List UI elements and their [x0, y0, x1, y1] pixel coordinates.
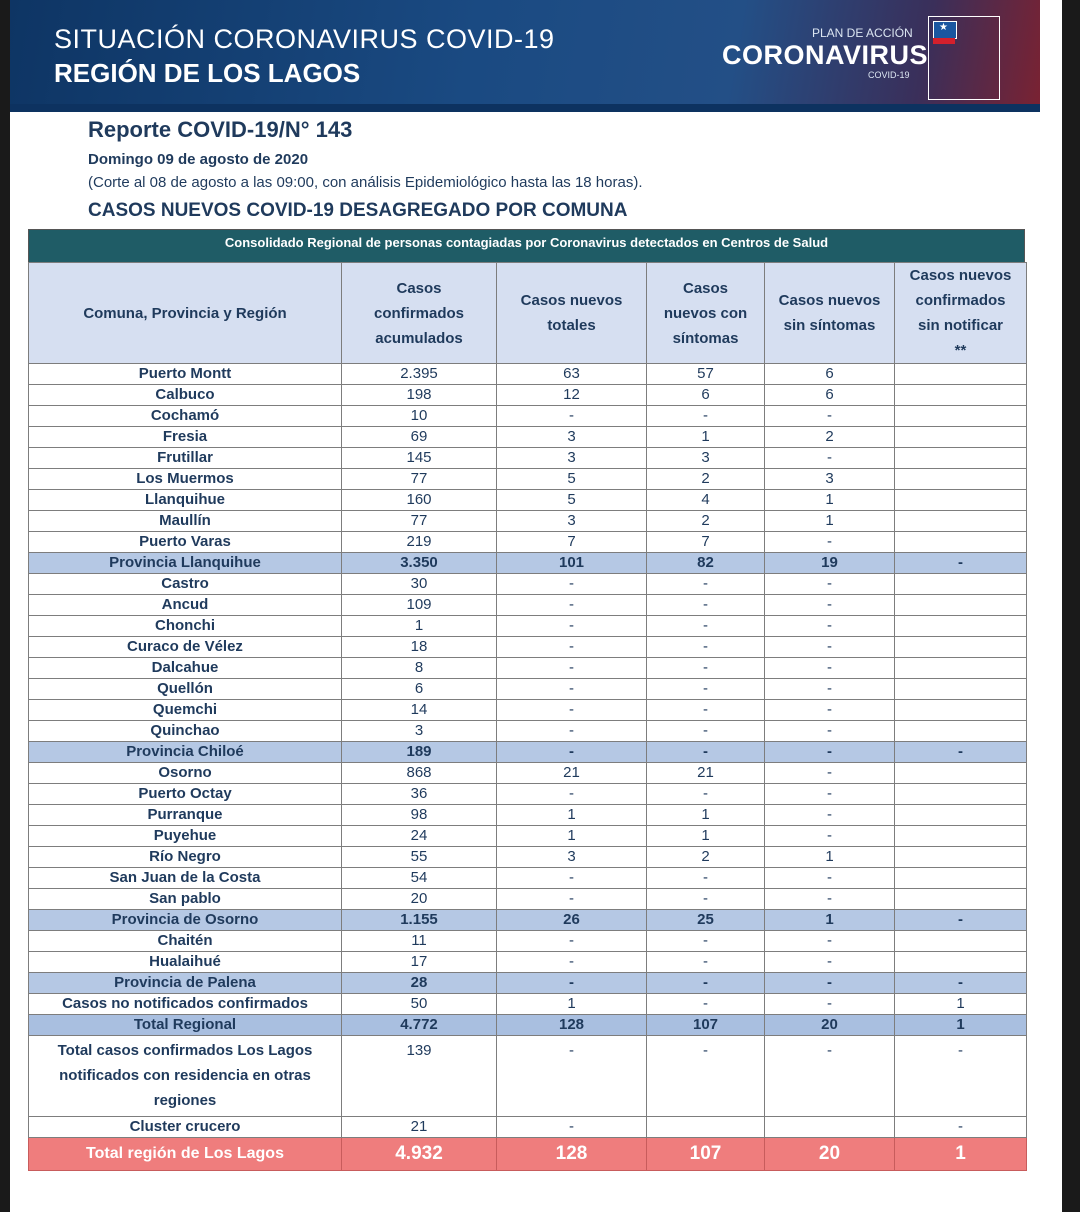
table-row — [29, 574, 1027, 595]
table-row — [29, 511, 1027, 532]
cell-value: 189 — [342, 742, 497, 763]
cell-value — [895, 700, 1027, 721]
table-row — [29, 616, 1027, 637]
header-line: sin síntomas — [783, 317, 876, 334]
cell-value: 1 — [765, 511, 895, 532]
cell-value: - — [765, 532, 895, 553]
cell-value: 868 — [342, 763, 497, 784]
header-line: ** — [954, 342, 967, 359]
cell-value: 24 — [342, 826, 497, 847]
cell-value: 20 — [342, 889, 497, 910]
table-row — [29, 868, 1027, 889]
table-row — [29, 490, 1027, 511]
cell-value: 5 — [497, 469, 647, 490]
report-note: (Corte al 08 de agosto a las 09:00, con análisis Epidemiológico hasta las 18 horas). — [88, 174, 643, 191]
cell-value: 2 — [765, 427, 895, 448]
header-line: acumulados — [375, 329, 463, 347]
prov-row — [29, 973, 1027, 994]
cell-value: 128 — [497, 1015, 647, 1036]
cell-value: - — [765, 700, 895, 721]
cell-value: - — [647, 574, 765, 595]
coronavirus-brand: CORONAVIRUS — [722, 40, 929, 70]
banner-title-line1: SITUACIÓN CORONAVIRUS COVID-19 — [54, 24, 555, 54]
cell-value: 198 — [342, 385, 497, 406]
cell-value: 69 — [342, 427, 497, 448]
cell-value: - — [497, 784, 647, 805]
cell-value: 12 — [497, 385, 647, 406]
header-line: síntomas — [672, 329, 739, 347]
cell-value: 14 — [342, 700, 497, 721]
table-row — [29, 679, 1027, 700]
row-label: Quinchao — [29, 721, 342, 742]
cell-value: - — [765, 574, 895, 595]
cell-value — [895, 448, 1027, 469]
cell-value — [895, 490, 1027, 511]
cell-value: - — [765, 994, 895, 1015]
cell-value: 6 — [765, 385, 895, 406]
row-label: Puyehue — [29, 826, 342, 847]
row-label: Chaitén — [29, 931, 342, 952]
cell-value — [895, 427, 1027, 448]
cell-value: 2 — [647, 469, 765, 490]
table-row — [29, 532, 1027, 553]
cell-value: - — [765, 406, 895, 427]
cell-value: 6 — [765, 364, 895, 385]
cell-value: 1 — [895, 1138, 1027, 1171]
cell-value — [895, 931, 1027, 952]
cell-value: 3 — [497, 448, 647, 469]
cell-value: 17 — [342, 952, 497, 973]
cell-value: 20 — [765, 1015, 895, 1036]
cell-value: - — [895, 742, 1027, 763]
row-label: Provincia de Palena — [29, 973, 342, 994]
cell-value: 3 — [342, 721, 497, 742]
cell-value: 101 — [497, 553, 647, 574]
cell-value: 11 — [342, 931, 497, 952]
cell-value: - — [765, 637, 895, 658]
cell-value: 3.350 — [342, 553, 497, 574]
cell-value: - — [497, 868, 647, 889]
header-banner — [10, 0, 1040, 112]
header-line: Casos — [396, 279, 442, 297]
cell-value: 107 — [647, 1015, 765, 1036]
cell-value: - — [647, 973, 765, 994]
cell-value: - — [497, 1036, 647, 1117]
row-label: Castro — [29, 574, 342, 595]
row-label: Casos no notificados confirmados — [29, 994, 342, 1015]
cell-value — [895, 406, 1027, 427]
cell-value: 1 — [765, 847, 895, 868]
cell-value: 107 — [647, 1138, 765, 1171]
row-label: Puerto Varas — [29, 532, 342, 553]
cell-value: - — [765, 448, 895, 469]
cell-value: - — [497, 742, 647, 763]
table-row — [29, 364, 1027, 385]
row-label: Fresia — [29, 427, 342, 448]
cell-value: - — [647, 742, 765, 763]
table-row — [29, 658, 1027, 679]
cell-value — [895, 616, 1027, 637]
cell-value: 57 — [647, 364, 765, 385]
row-label: Provincia Chiloé — [29, 742, 342, 763]
table-row — [29, 889, 1027, 910]
cell-value: 2 — [647, 511, 765, 532]
cell-value: 25 — [647, 910, 765, 931]
cell-value: 109 — [342, 595, 497, 616]
table-row — [29, 805, 1027, 826]
table-row — [29, 1117, 1027, 1138]
cell-value: - — [765, 784, 895, 805]
table-row — [29, 952, 1027, 973]
table-row — [29, 406, 1027, 427]
cell-value: 3 — [647, 448, 765, 469]
cell-value: - — [647, 595, 765, 616]
row-label: Cluster crucero — [29, 1117, 342, 1138]
brand-subtitle: COVID-19 — [868, 70, 910, 80]
cell-value: 5 — [497, 490, 647, 511]
header-line: Comuna, Provincia y Región — [83, 304, 287, 322]
cell-value: - — [765, 721, 895, 742]
nuevos-totales-header — [497, 263, 647, 364]
cell-value — [895, 679, 1027, 700]
table-row — [29, 637, 1027, 658]
row-label: Purranque — [29, 805, 342, 826]
tall-row — [29, 1036, 1027, 1117]
cell-value: 139 — [342, 1036, 497, 1117]
cell-value — [895, 952, 1027, 973]
row-label: Hualaihué — [29, 952, 342, 973]
cell-value: 1 — [765, 490, 895, 511]
cell-value: 1 — [765, 910, 895, 931]
table-row — [29, 385, 1027, 406]
total-row — [29, 1015, 1027, 1036]
sin-notificar-header — [895, 263, 1027, 364]
cell-value: 19 — [765, 553, 895, 574]
cell-value: - — [895, 910, 1027, 931]
table-row — [29, 448, 1027, 469]
cell-value — [895, 469, 1027, 490]
cell-value: 1 — [647, 427, 765, 448]
cell-value: - — [647, 868, 765, 889]
cell-value: 21 — [497, 763, 647, 784]
cell-value — [895, 511, 1027, 532]
cell-value: - — [497, 1117, 647, 1138]
cell-value — [895, 637, 1027, 658]
row-label: Calbuco — [29, 385, 342, 406]
con-sintomas-header — [647, 263, 765, 364]
report-page — [10, 0, 1040, 1212]
row-label: Puerto Montt — [29, 364, 342, 385]
cell-value: 1 — [647, 826, 765, 847]
cell-value: 128 — [497, 1138, 647, 1171]
cell-value — [895, 385, 1027, 406]
row-label: Provincia de Osorno — [29, 910, 342, 931]
cell-value: - — [765, 1036, 895, 1117]
cell-value: 1 — [895, 994, 1027, 1015]
row-label: Quellón — [29, 679, 342, 700]
header-line: Casos nuevos — [520, 292, 623, 309]
row-label: Total región de Los Lagos — [29, 1138, 342, 1171]
cell-value: 26 — [497, 910, 647, 931]
cell-value: - — [765, 616, 895, 637]
prov-row — [29, 742, 1027, 763]
cell-value: - — [895, 973, 1027, 994]
cell-value: 30 — [342, 574, 497, 595]
cell-value — [895, 658, 1027, 679]
cell-value: - — [647, 637, 765, 658]
row-label: Osorno — [29, 763, 342, 784]
cell-value: 63 — [497, 364, 647, 385]
row-label: Dalcahue — [29, 658, 342, 679]
cell-value: - — [765, 679, 895, 700]
table-row — [29, 469, 1027, 490]
table-header-row — [29, 263, 1027, 364]
cell-value — [895, 826, 1027, 847]
cell-value: - — [765, 805, 895, 826]
cell-value: - — [647, 406, 765, 427]
plan-label: PLAN DE ACCIÓN — [812, 26, 913, 40]
cell-value: - — [647, 679, 765, 700]
cell-value: 1 — [342, 616, 497, 637]
cell-value: - — [765, 658, 895, 679]
cell-value — [895, 574, 1027, 595]
cell-value: 36 — [342, 784, 497, 805]
row-label: Provincia Llanquihue — [29, 553, 342, 574]
table-row — [29, 763, 1027, 784]
row-label: Los Muermos — [29, 469, 342, 490]
cell-value: 2 — [647, 847, 765, 868]
cell-value: 4 — [647, 490, 765, 511]
table-row — [29, 721, 1027, 742]
cell-value — [647, 1117, 765, 1138]
cell-value: 1 — [895, 1015, 1027, 1036]
cell-value — [895, 805, 1027, 826]
prov-row — [29, 910, 1027, 931]
report-title: Reporte COVID-19/N° 143 — [88, 117, 353, 142]
cell-value: - — [895, 1117, 1027, 1138]
cell-value: 3 — [765, 469, 895, 490]
cell-value: - — [497, 700, 647, 721]
cell-value: 50 — [342, 994, 497, 1015]
cell-value: 77 — [342, 511, 497, 532]
table-row — [29, 427, 1027, 448]
header-line: Casos nuevos — [909, 267, 1012, 284]
header-line: Casos nuevos — [778, 292, 881, 309]
header-line: confirmados — [373, 304, 464, 322]
cell-value: - — [895, 1036, 1027, 1117]
cell-value: 18 — [342, 637, 497, 658]
cell-value: - — [497, 889, 647, 910]
row-label: Cochamó — [29, 406, 342, 427]
table-row — [29, 595, 1027, 616]
cell-value: - — [497, 679, 647, 700]
row-label: Ancud — [29, 595, 342, 616]
table-row — [29, 826, 1027, 847]
cell-value — [895, 595, 1027, 616]
row-label: San Juan de la Costa — [29, 868, 342, 889]
cell-value: 21 — [647, 763, 765, 784]
cell-value: 3 — [497, 511, 647, 532]
cell-value: - — [647, 784, 765, 805]
cell-value: - — [497, 574, 647, 595]
header-line: nuevos con — [663, 304, 748, 322]
cell-value: 54 — [342, 868, 497, 889]
cell-value: - — [647, 952, 765, 973]
cell-value: 160 — [342, 490, 497, 511]
cell-value — [895, 784, 1027, 805]
cell-value: - — [497, 721, 647, 742]
cell-value: - — [647, 1036, 765, 1117]
section-title: CASOS NUEVOS COVID-19 DESAGREGADO POR COMUNA — [88, 200, 628, 221]
header-line: confirmados — [915, 292, 1006, 309]
cell-value: - — [647, 994, 765, 1015]
table-row — [29, 700, 1027, 721]
banner-title-line2: REGIÓN DE LOS LAGOS — [54, 58, 361, 88]
cell-value: - — [765, 931, 895, 952]
table-row — [29, 931, 1027, 952]
cell-value: - — [647, 616, 765, 637]
cell-value: - — [497, 595, 647, 616]
prov-row — [29, 553, 1027, 574]
sin-sintomas-header — [765, 263, 895, 364]
grand-row — [29, 1138, 1027, 1171]
acumulados-header — [342, 263, 497, 364]
cell-value: 7 — [497, 532, 647, 553]
cell-value: - — [765, 826, 895, 847]
row-label: Río Negro — [29, 847, 342, 868]
row-label: Chonchi — [29, 616, 342, 637]
cell-value: 10 — [342, 406, 497, 427]
table-title: Consolidado Regional de personas contagiadas por Coronavirus detectados en Centros de Salud — [28, 229, 1025, 263]
row-label: Maullín — [29, 511, 342, 532]
cases-table — [28, 262, 1027, 1171]
cell-value: 6 — [342, 679, 497, 700]
cell-value: 77 — [342, 469, 497, 490]
cell-value: 219 — [342, 532, 497, 553]
cell-value: - — [765, 973, 895, 994]
cell-value — [895, 364, 1027, 385]
cell-value: - — [497, 931, 647, 952]
cell-value: 1 — [497, 805, 647, 826]
cell-value: 4.772 — [342, 1015, 497, 1036]
cell-value: 1 — [497, 994, 647, 1015]
cell-value: 98 — [342, 805, 497, 826]
cell-value: - — [765, 742, 895, 763]
cell-value: 55 — [342, 847, 497, 868]
cell-value: - — [497, 973, 647, 994]
row-label: Frutillar — [29, 448, 342, 469]
cell-value: - — [765, 889, 895, 910]
cell-value: - — [895, 553, 1027, 574]
row-label: Llanquihue — [29, 490, 342, 511]
cell-value — [895, 532, 1027, 553]
cell-value: 4.932 — [342, 1138, 497, 1171]
cell-value: 1 — [497, 826, 647, 847]
cell-value: 7 — [647, 532, 765, 553]
cell-value: - — [497, 952, 647, 973]
cell-value: - — [497, 637, 647, 658]
cell-value: 6 — [647, 385, 765, 406]
header-line: sin notificar — [917, 317, 1003, 334]
cell-value: 21 — [342, 1117, 497, 1138]
row-label: San pablo — [29, 889, 342, 910]
row-label: Quemchi — [29, 700, 342, 721]
cell-value: 145 — [342, 448, 497, 469]
cell-value: 8 — [342, 658, 497, 679]
cell-value: - — [647, 721, 765, 742]
cell-value: 1 — [647, 805, 765, 826]
government-logo-icon: ★ — [928, 16, 1000, 100]
cell-value — [895, 763, 1027, 784]
row-label: Total casos confirmados Los Lagos notificados con residencia en otras regiones — [29, 1036, 342, 1117]
cell-value: - — [647, 700, 765, 721]
cell-value: - — [497, 406, 647, 427]
table-row — [29, 784, 1027, 805]
cell-value: 3 — [497, 847, 647, 868]
cell-value: - — [497, 616, 647, 637]
cell-value — [895, 847, 1027, 868]
cell-value — [895, 868, 1027, 889]
cell-value: - — [497, 658, 647, 679]
table-row — [29, 994, 1027, 1015]
comuna-header — [29, 263, 342, 364]
cell-value — [765, 1117, 895, 1138]
cell-value: - — [765, 763, 895, 784]
cell-value: 3 — [497, 427, 647, 448]
table-row — [29, 847, 1027, 868]
cell-value: 1.155 — [342, 910, 497, 931]
cell-value: - — [647, 931, 765, 952]
cell-value: - — [647, 658, 765, 679]
cell-value: 2.395 — [342, 364, 497, 385]
cell-value — [895, 721, 1027, 742]
cell-value: 28 — [342, 973, 497, 994]
row-label: Curaco de Vélez — [29, 637, 342, 658]
cell-value: 20 — [765, 1138, 895, 1171]
cell-value — [895, 889, 1027, 910]
cell-value: - — [765, 952, 895, 973]
report-date: Domingo 09 de agosto de 2020 — [88, 151, 309, 168]
cell-value: - — [647, 889, 765, 910]
row-label: Total Regional — [29, 1015, 342, 1036]
row-label: Puerto Octay — [29, 784, 342, 805]
header-line: totales — [547, 317, 596, 334]
cell-value: - — [765, 868, 895, 889]
cell-value: - — [765, 595, 895, 616]
header-line: Casos — [682, 279, 729, 297]
cell-value: 82 — [647, 553, 765, 574]
